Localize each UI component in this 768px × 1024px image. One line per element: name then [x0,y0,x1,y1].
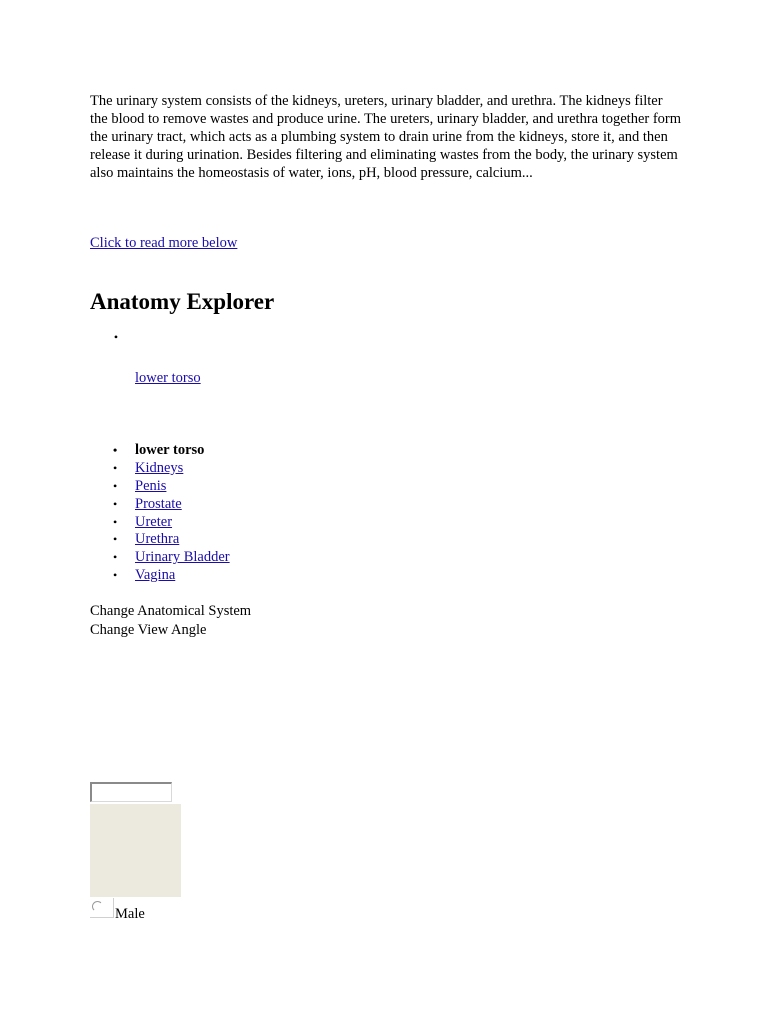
bullet-icon: • [113,460,118,475]
list-item-ureter [110,514,230,532]
bullet-icon: • [113,496,118,511]
bullet-icon: • [113,443,118,457]
organ-link-ureter[interactable]: Ureter [135,513,173,530]
radio-icon[interactable] [92,901,103,912]
list-item-lower-torso [110,442,230,460]
organ-list [110,442,230,585]
list-item-penis [110,478,230,496]
read-more-link[interactable]: Click to read more below [90,235,238,251]
organ-link-kidneys[interactable]: Kidneys [135,459,184,476]
change-anatomical-system[interactable]: Change Anatomical System [90,603,252,619]
change-view-angle[interactable]: Change View Angle [90,622,207,638]
intro-paragraph: The urinary system consists of the kidneys, ureters, urinary bladder, and urethra. The kidneys filter the blood to remove wastes and produce urine. The ureters, urinary bladder, and urethra together form the urinary tract, which acts as a plumbing system to drain urine from the kidneys, store it, and then release it during urination. Besides filtering and eliminating wastes from the body, the urinary system also maintains the homeostasis of water, ions, pH, blood pressure, calcium... [90,93,682,181]
organ-link-vagina[interactable]: Vagina [135,567,176,584]
bullet-icon: • [113,532,118,547]
list-item-prostate [110,496,230,514]
page-heading: Anatomy Explorer [90,289,275,314]
list-item-urinary-bladder [110,549,230,567]
organ-link-prostate[interactable]: Prostate [135,495,182,512]
organ-link-urinary-bladder[interactable]: Urinary Bladder [135,549,230,566]
lower-torso-link[interactable]: lower torso [135,370,201,386]
text-input-box[interactable] [90,782,172,802]
list-item-kidneys [110,460,230,478]
list-item-urethra [110,531,230,549]
bullet-icon: • [113,329,119,344]
male-radio-label[interactable]: Male [115,906,145,922]
bullet-icon: • [113,478,118,493]
organ-link-penis[interactable]: Penis [135,477,167,494]
organ-link-urethra[interactable]: Urethra [135,531,180,548]
viewer-panel [90,804,181,897]
bullet-icon: • [113,514,118,529]
list-item-vagina [110,567,230,585]
bullet-icon: • [113,568,118,583]
bullet-icon: • [113,550,118,565]
list-item-label: lower torso [135,442,205,458]
